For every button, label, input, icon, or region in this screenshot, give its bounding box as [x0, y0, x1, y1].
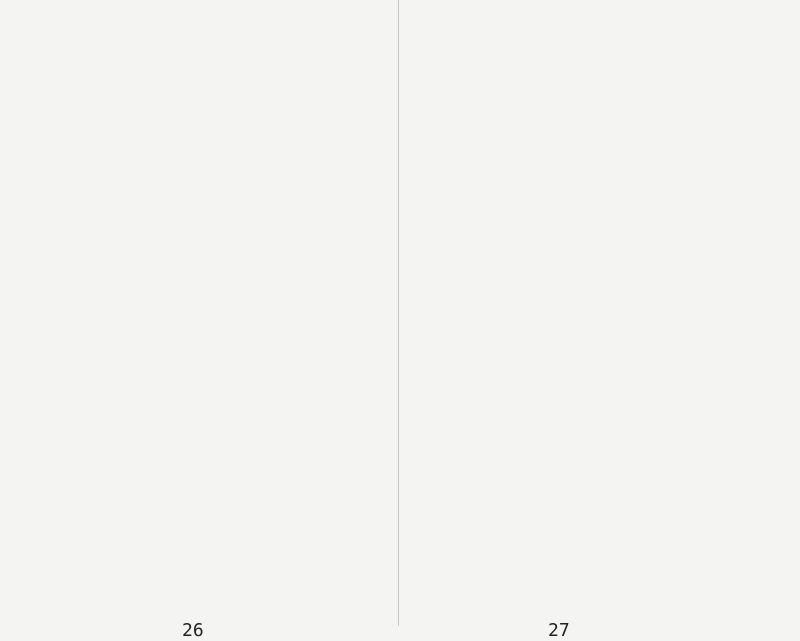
text-line — [46, 437, 382, 460]
right-page — [414, 54, 750, 641]
text-line — [414, 462, 750, 485]
text-line — [414, 394, 750, 417]
text-line — [414, 417, 750, 440]
text-line — [46, 404, 382, 427]
text-line — [46, 190, 382, 213]
text-line — [414, 508, 750, 531]
text-line — [46, 336, 382, 359]
text-line — [414, 372, 750, 395]
text-line — [46, 122, 382, 145]
text-line — [46, 482, 382, 505]
text-line — [46, 99, 382, 122]
text-line — [46, 314, 382, 337]
text-line — [414, 326, 750, 349]
text-line — [414, 530, 750, 553]
text-line — [46, 460, 382, 483]
text-line — [414, 485, 750, 508]
text-line — [414, 553, 750, 576]
text-line — [46, 291, 382, 314]
text-line — [414, 236, 750, 259]
text-line — [46, 560, 382, 583]
gutter-divider — [398, 0, 399, 626]
text-line — [46, 145, 382, 168]
text-line — [414, 122, 750, 145]
text-line — [46, 515, 382, 538]
text-line — [414, 167, 750, 190]
page-number: 27 — [548, 620, 570, 641]
text-line — [414, 304, 750, 327]
text-line — [414, 258, 750, 281]
text-line — [46, 246, 382, 269]
text-line — [46, 382, 382, 405]
text-line — [46, 167, 382, 190]
text-line — [414, 281, 750, 304]
text-line — [46, 268, 382, 291]
text-line — [414, 349, 750, 372]
text-line — [414, 190, 750, 213]
text-line — [414, 145, 750, 168]
text-line — [414, 54, 750, 77]
text-line — [46, 77, 382, 100]
text-line — [46, 213, 382, 236]
text-line — [46, 359, 382, 382]
text-line — [414, 99, 750, 122]
left-page — [46, 54, 382, 641]
text-line — [414, 213, 750, 236]
text-line — [46, 538, 382, 561]
text-line — [414, 77, 750, 100]
text-line — [46, 54, 382, 77]
text-line — [414, 440, 750, 463]
page-number: 26 — [182, 620, 204, 641]
